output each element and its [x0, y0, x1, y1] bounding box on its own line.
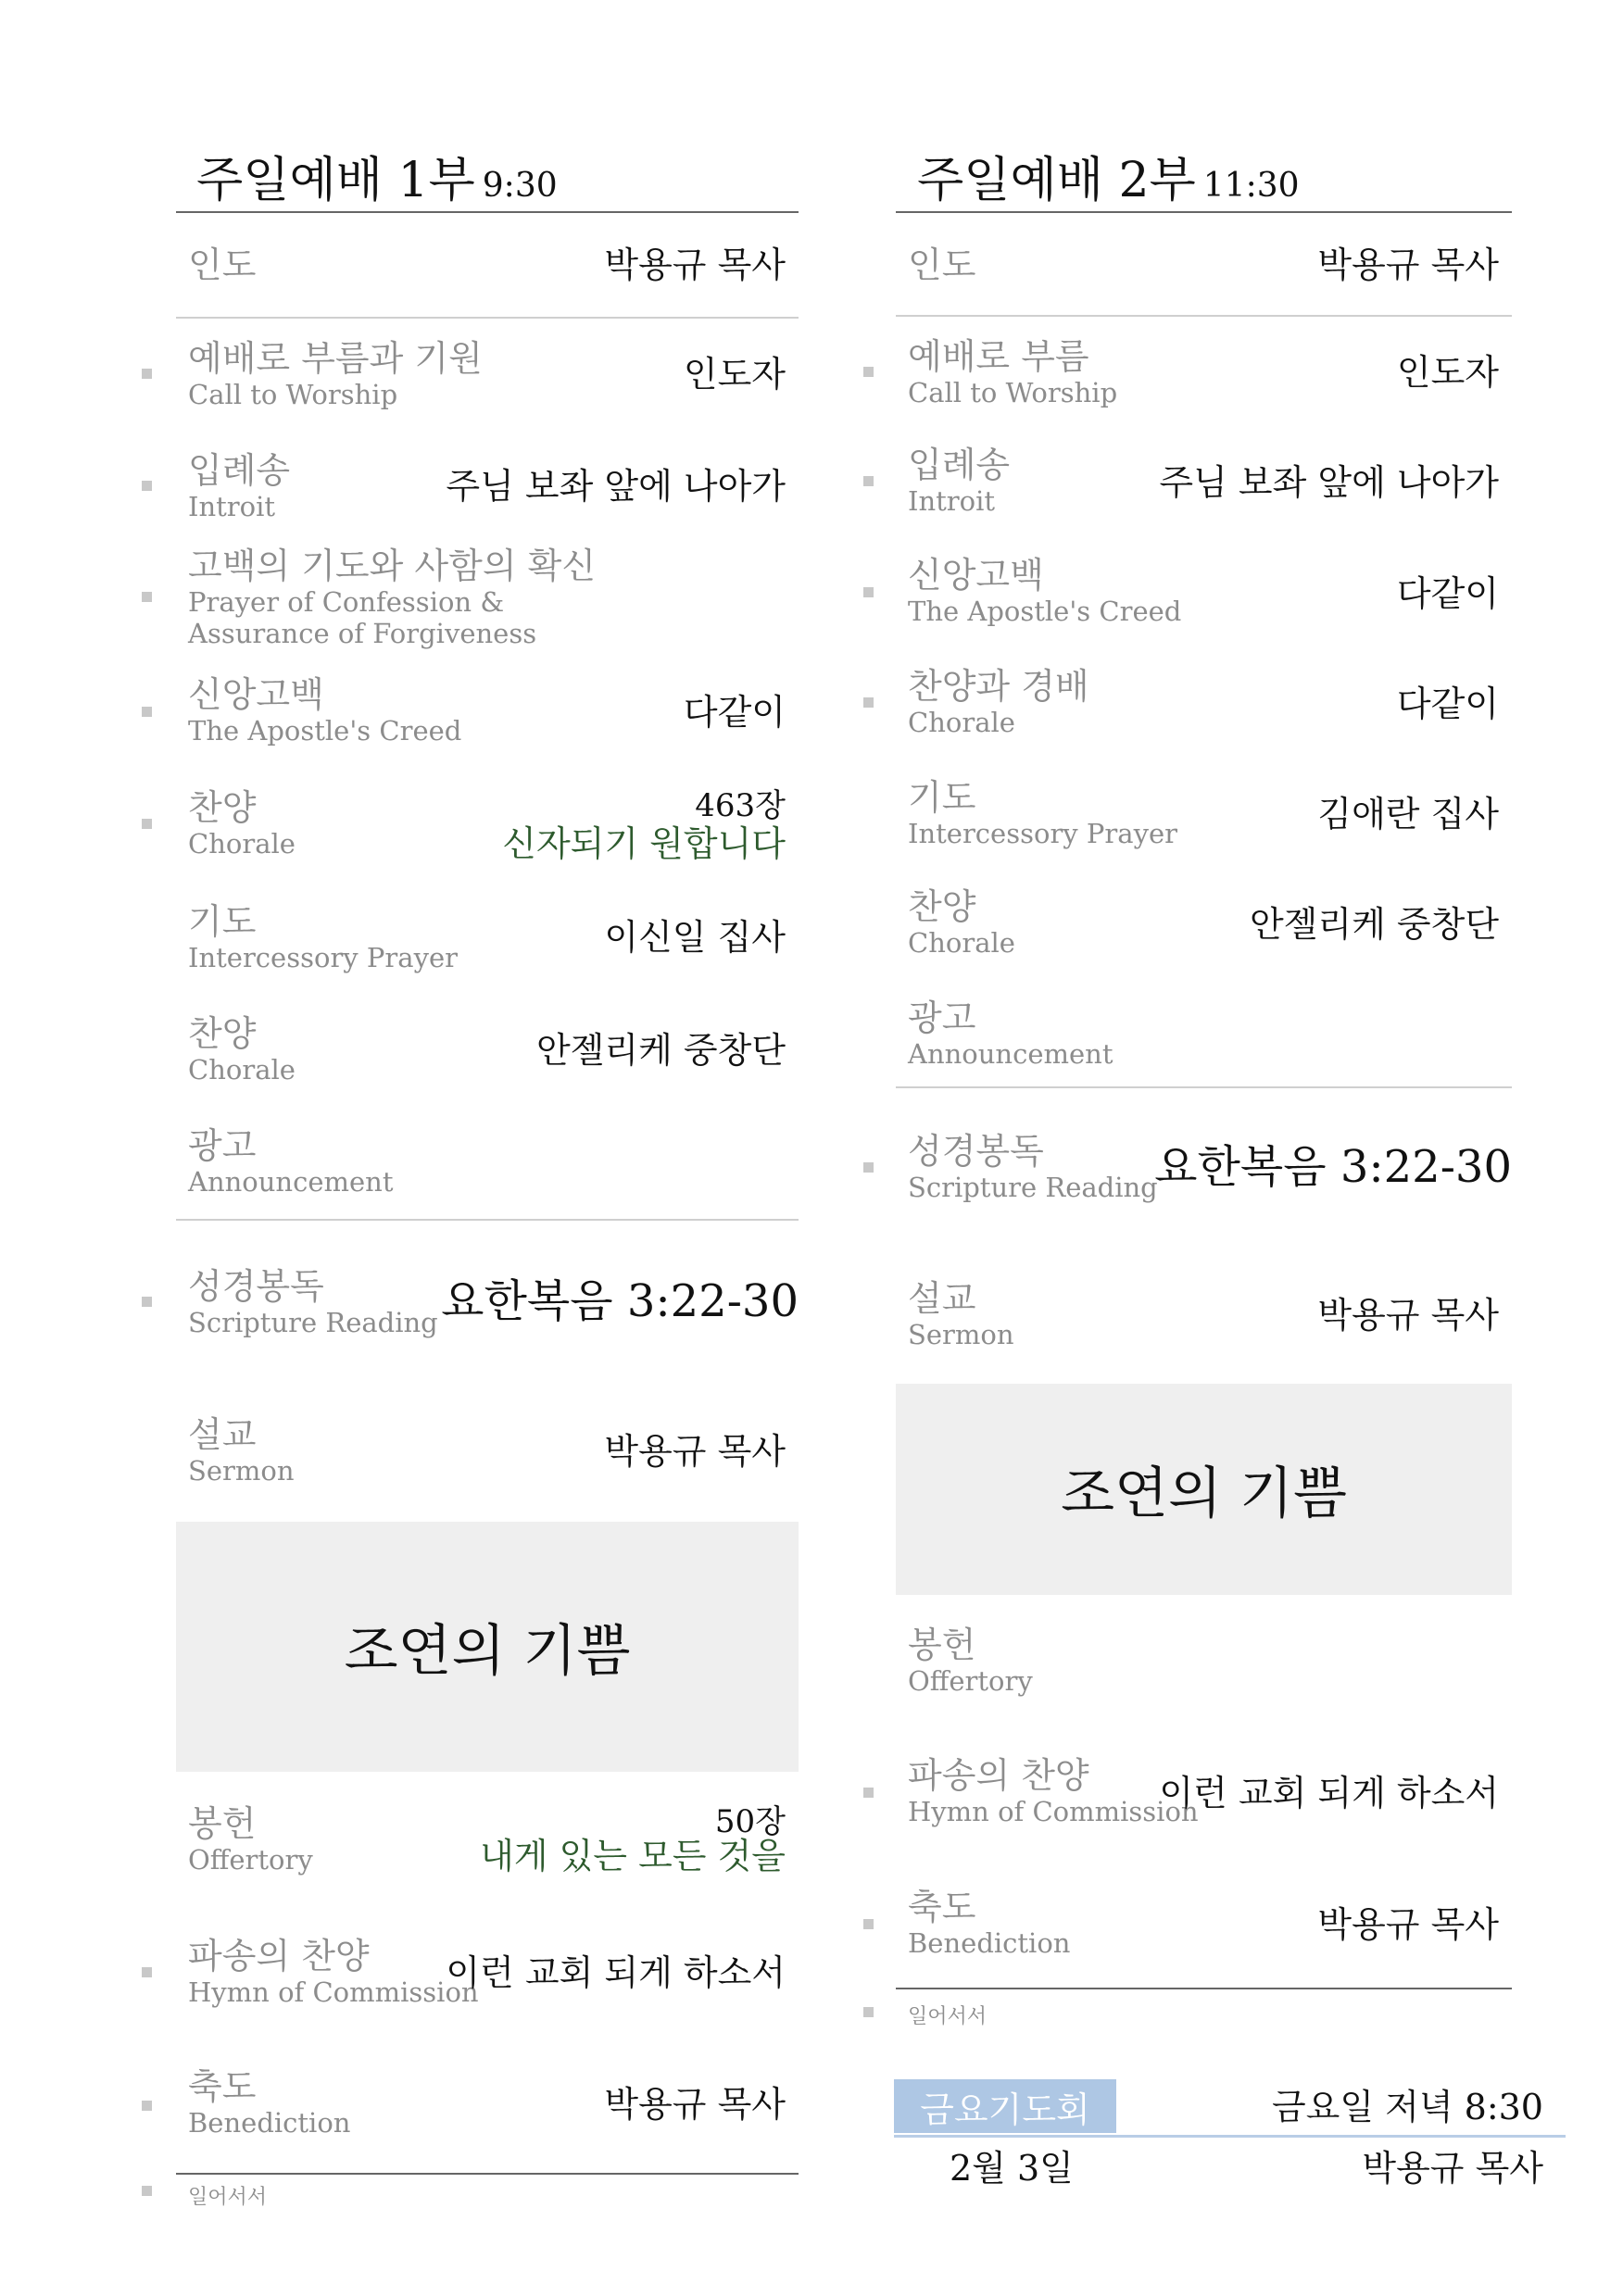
left-item-en: Sermon [188, 1455, 295, 1487]
right-leader-divider [896, 315, 1512, 317]
right-leader-label: 인도 [908, 245, 976, 285]
friday-time: 금요일 저녁 8:30 [1271, 2087, 1543, 2127]
left-item-ko: 고백의 기도와 사함의 확신 [188, 546, 597, 586]
left-leader-label: 인도 [188, 245, 257, 285]
left-item-value-2: 신자되기 원합니다 [502, 823, 786, 864]
left-item-value: 박용규 목사 [604, 2084, 786, 2125]
left-item-ko: 신앙고백 [188, 674, 324, 715]
bullet-icon [863, 587, 874, 597]
right-item-en: Benediction [908, 1927, 1071, 1959]
left-item-ko: 설교 [188, 1414, 257, 1455]
right-item-ko: 광고 [908, 997, 976, 1038]
left-leader-value: 박용규 목사 [604, 245, 786, 285]
friday-leader: 박용규 목사 [1362, 2148, 1543, 2189]
right-item-en: Call to Worship [908, 377, 1118, 408]
left-item-en: Call to Worship [188, 379, 398, 410]
right-item-ko: 성경봉독 [908, 1131, 1044, 1172]
left-item-en: Scripture Reading [188, 1307, 438, 1338]
right-item-value: 다같이 [1396, 573, 1499, 614]
left-item-value: 인도자 [683, 354, 786, 395]
right-item-en: Announcement [908, 1038, 1113, 1070]
right-item-en: Scripture Reading [908, 1172, 1158, 1203]
right-item-en: Chorale [908, 707, 1015, 738]
left-item-value: 이신일 집사 [604, 917, 786, 958]
left-item-en: Intercessory Prayer [188, 942, 458, 973]
left-item-en: Chorale [188, 828, 296, 859]
left-leader-divider [176, 317, 799, 319]
right-item-value: 김애란 집사 [1317, 794, 1499, 834]
left-announcement-divider [176, 1219, 799, 1221]
right-item-ko: 축도 [908, 1887, 976, 1927]
bullet-icon [142, 592, 152, 602]
right-leader-value: 박용규 목사 [1317, 245, 1499, 285]
left-item-en: Announcement [188, 1166, 394, 1198]
left-item-en-2: Assurance of Forgiveness [188, 618, 537, 649]
right-item-value: 이런 교회 되게 하소서 [1159, 1773, 1499, 1813]
left-item-ko: 입례송 [188, 450, 291, 491]
bullet-icon [142, 1967, 152, 1977]
bullet-icon [142, 707, 152, 717]
right-standing-note: 일어서서 [908, 2005, 988, 2028]
left-item-value: 이런 교회 되게 하소서 [446, 1952, 786, 1993]
right-item-ko: 설교 [908, 1278, 976, 1319]
right-title-time: 11:30 [1202, 167, 1300, 205]
friday-badge: 금요기도회 [894, 2079, 1116, 2133]
left-item-ko: 기도 [188, 901, 257, 942]
right-item-ko: 파송의 찬양 [908, 1755, 1089, 1796]
left-item-value: 주님 보좌 앞에 나아가 [446, 466, 786, 507]
right-item-value: 요한복음 3:22-30 [1154, 1141, 1512, 1193]
left-item-value: 50장 [714, 1803, 786, 1840]
left-item-en: Prayer of Confession & [188, 586, 505, 618]
left-service-title [196, 141, 558, 210]
right-item-ko: 신앙고백 [908, 555, 1044, 596]
bullet-icon [863, 697, 874, 708]
bullet-icon [142, 369, 152, 379]
bullet-icon [863, 1788, 874, 1798]
right-item-ko: 입례송 [908, 445, 1011, 485]
bullet-icon [863, 476, 874, 486]
bullet-icon [142, 1297, 152, 1307]
right-sermon-title: 조연의 기쁨 [896, 1384, 1512, 1595]
right-item-en: Chorale [908, 927, 1015, 959]
bullet-icon [863, 367, 874, 377]
right-item-en: Hymn of Commission [908, 1796, 1199, 1827]
left-item-en: Hymn of Commission [188, 1976, 479, 2008]
bullet-icon [142, 2186, 152, 2196]
left-title-time: 9:30 [482, 167, 558, 205]
right-item-ko: 찬양 [908, 886, 976, 927]
left-item-ko: 광고 [188, 1125, 257, 1166]
right-item-en: Intercessory Prayer [908, 818, 1177, 849]
right-service-title [917, 141, 1300, 210]
left-item-ko: 예배로 부름과 기원 [188, 338, 483, 379]
left-title-rule [176, 211, 799, 213]
left-item-en: Offertory [188, 1844, 313, 1876]
right-item-en: Introit [908, 485, 996, 517]
left-item-value: 다같이 [683, 692, 786, 733]
right-item-value: 인도자 [1396, 352, 1499, 393]
left-sermon-title: 조연의 기쁨 [176, 1522, 799, 1772]
right-item-ko: 기도 [908, 777, 976, 818]
left-item-value: 요한복음 3:22-30 [441, 1275, 799, 1327]
left-item-value: 박용규 목사 [604, 1431, 786, 1472]
right-item-ko: 예배로 부름 [908, 336, 1089, 377]
bullet-icon [863, 1162, 874, 1173]
bullet-icon [142, 481, 152, 491]
left-item-ko: 찬양 [188, 787, 257, 828]
left-item-value: 463장 [695, 787, 786, 824]
right-item-value: 박용규 목사 [1317, 1295, 1499, 1336]
left-item-en: The Apostle's Creed [188, 715, 462, 747]
right-item-ko: 봉헌 [908, 1625, 976, 1665]
left-item-ko: 성경봉독 [188, 1266, 324, 1307]
right-item-value: 다같이 [1396, 684, 1499, 724]
left-item-en: Chorale [188, 1054, 296, 1085]
right-title-rule [896, 211, 1512, 213]
bullet-icon [142, 819, 152, 829]
left-title-text: 주일예배 1부 [196, 153, 475, 208]
left-standing-note: 일어서서 [188, 2186, 268, 2209]
right-announcement-divider [896, 1086, 1512, 1088]
right-item-value: 박용규 목사 [1317, 1904, 1499, 1945]
left-item-ko: 봉헌 [188, 1803, 257, 1844]
friday-rule [894, 2135, 1566, 2138]
right-item-value: 안젤리케 중창단 [1249, 904, 1499, 945]
right-item-en: The Apostle's Creed [908, 596, 1182, 627]
bullet-icon [863, 2007, 874, 2017]
right-title-text: 주일예배 2부 [917, 153, 1196, 208]
left-item-value: 안젤리케 중창단 [535, 1030, 786, 1071]
left-bottom-rule [176, 2173, 799, 2175]
right-item-en: Offertory [908, 1665, 1033, 1697]
right-item-value: 주님 보좌 앞에 나아가 [1159, 462, 1499, 503]
left-item-value-2: 내게 있는 모든 것을 [480, 1836, 786, 1876]
left-item-en: Benediction [188, 2107, 351, 2139]
bullet-icon [863, 1919, 874, 1929]
friday-date: 2월 3일 [950, 2148, 1074, 2189]
left-item-ko: 찬양 [188, 1013, 257, 1054]
bullet-icon [142, 2101, 152, 2111]
right-item-ko: 찬양과 경배 [908, 666, 1089, 707]
right-item-en: Sermon [908, 1319, 1014, 1350]
left-item-ko: 축도 [188, 2066, 257, 2107]
left-item-en: Introit [188, 491, 276, 522]
right-bottom-rule [896, 1988, 1512, 1989]
left-item-ko: 파송의 찬양 [188, 1936, 370, 1976]
